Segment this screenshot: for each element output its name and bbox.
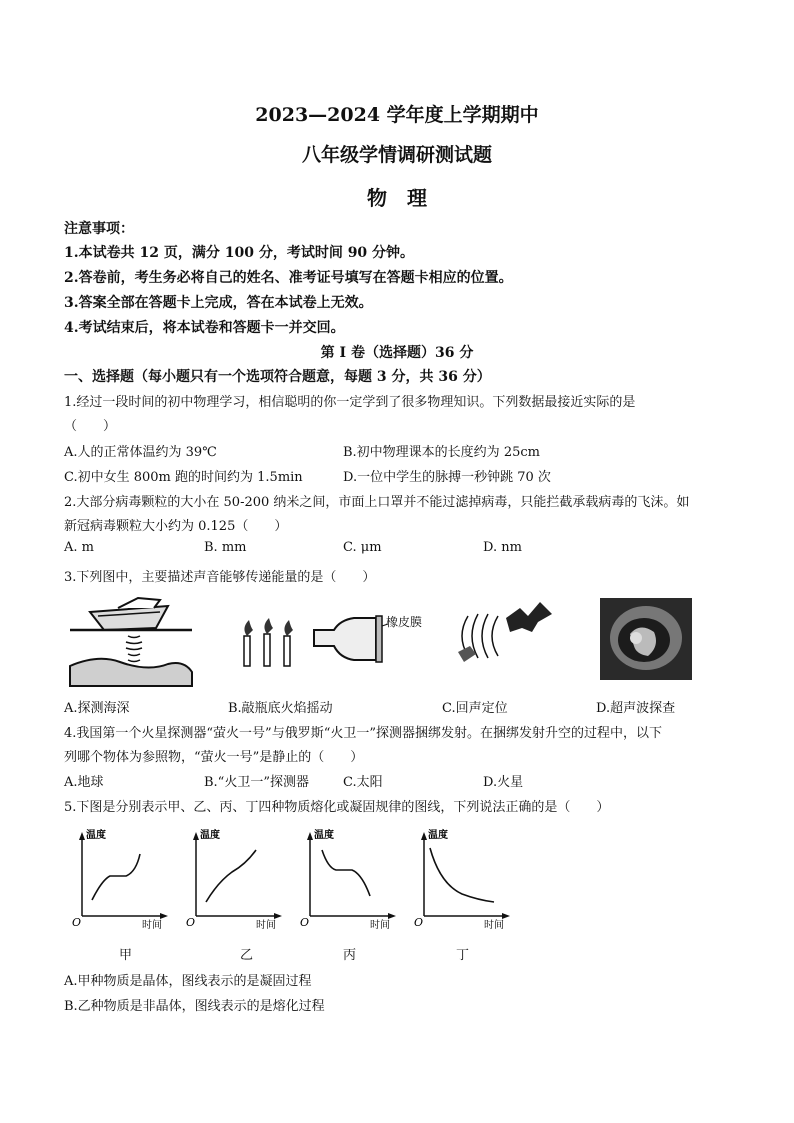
option-1b: B.初中物理课本的长度约为 25cm [343,445,540,460]
origin-label: O [300,916,310,929]
ultrasound-scan-figure [600,598,692,680]
bat-echolocation-figure [448,596,556,674]
x-axis-label: 时间 [142,920,162,930]
x-axis-label: 时间 [484,920,504,930]
notice-item: 1.本试卷共 12 页，满分 100 分，考试时间 90 分钟。 [64,245,415,261]
option-5a: A.甲种物质是晶体，图线表示的是凝固过程 [64,974,312,989]
exam-title-year: 2023—2024 学年度上学期期中 [255,104,539,126]
y-axis-label: 温度 [314,830,334,841]
question-2-stem: 2.大部分病毒颗粒的大小在 50-200 纳米之间，市面上口罩并不能过滤掉病毒，只能拦截承载病毒的飞沫。如 [64,495,690,510]
y-axis-label: 温度 [200,830,220,841]
graph-ding [412,826,516,930]
graph-caption: 甲 [119,948,133,963]
origin-label: O [72,916,82,929]
question-5-stem: 5.下图是分别表示甲、乙、丙、丁四种物质熔化或凝固规律的图线，下列说法正确的是（ ） [64,800,610,815]
exam-title-grade: 八年级学情调研测试题 [301,144,492,166]
option-1a: A.人的正常体温约为 39℃ [64,445,217,460]
question-4-stem-cont: 列哪个物体为参照物，“萤火一号”是静止的（ ） [64,750,364,765]
option-1c: C.初中女生 800m 跑的时间约为 1.5min [64,470,303,485]
option-3d: D.超声波探查 [596,701,676,716]
notice-heading: 注意事项： [64,221,134,237]
graph-yi [184,826,288,930]
x-axis-label: 时间 [370,920,390,930]
graph-caption: 乙 [240,948,254,963]
option-1d: D.一位中学生的脉搏一秒钟跳 70 次 [343,470,551,485]
graph-bing [298,826,402,930]
y-axis-label: 温度 [428,830,448,841]
rubber-membrane-label: 橡皮膜 [386,615,423,629]
option-3c: C.回声定位 [442,701,508,716]
sea-depth-sonar-figure [68,590,196,688]
option-3a: A.探测海深 [64,701,130,716]
origin-label: O [186,916,196,929]
option-2c: C. μm [343,540,382,555]
question-4-stem: 4.我国第一个火星探测器“萤火一号”与俄罗斯“火卫一”探测器捆绑发射。在捆绑发射升空的过程中，以下 [64,726,662,741]
y-axis-label: 温度 [86,830,106,841]
notice-item: 2.答卷前，考生务必将自己的姓名、准考证号填写在答题卡相应的位置。 [64,270,513,286]
candle-bottle-figure [238,600,434,672]
origin-label: O [414,916,424,929]
graph-jia [70,826,174,930]
question-1-paren: （ ） [64,419,117,434]
notice-item: 4.考试结束后，将本试卷和答题卡一并交回。 [64,320,345,336]
option-2a: A. m [64,540,94,555]
option-4d: D.火星 [483,775,524,790]
x-axis-label: 时间 [256,920,276,930]
question-2-stem-cont: 新冠病毒颗粒大小约为 0.125（ ） [64,519,288,534]
option-3b: B.敲瓶底火焰摇动 [228,701,333,716]
option-4c: C.太阳 [343,775,383,790]
option-4a: A.地球 [64,775,104,790]
option-4b: B.“火卫一”探测器 [204,775,309,790]
option-2d: D. nm [483,540,522,555]
section-title: 一、选择题（每小题只有一个选项符合题意，每题 3 分，共 36 分） [64,369,491,385]
option-2b: B. mm [204,540,247,555]
graph-caption: 丁 [456,948,470,963]
notice-item: 3.答案全部在答题卡上完成，答在本试卷上无效。 [64,295,373,311]
graph-caption: 丙 [343,948,357,963]
part-title: 第 I 卷（选择题）36 分 [320,345,474,361]
question-3-stem: 3.下列图中，主要描述声音能够传递能量的是（ ） [64,570,376,585]
subject-title: 物 理 [367,186,427,210]
question-1-stem: 1.经过一段时间的初中物理学习，相信聪明的你一定学到了很多物理知识。下列数据最接近实际的是 [64,395,636,410]
option-5b: B.乙种物质是非晶体，图线表示的是熔化过程 [64,999,325,1014]
